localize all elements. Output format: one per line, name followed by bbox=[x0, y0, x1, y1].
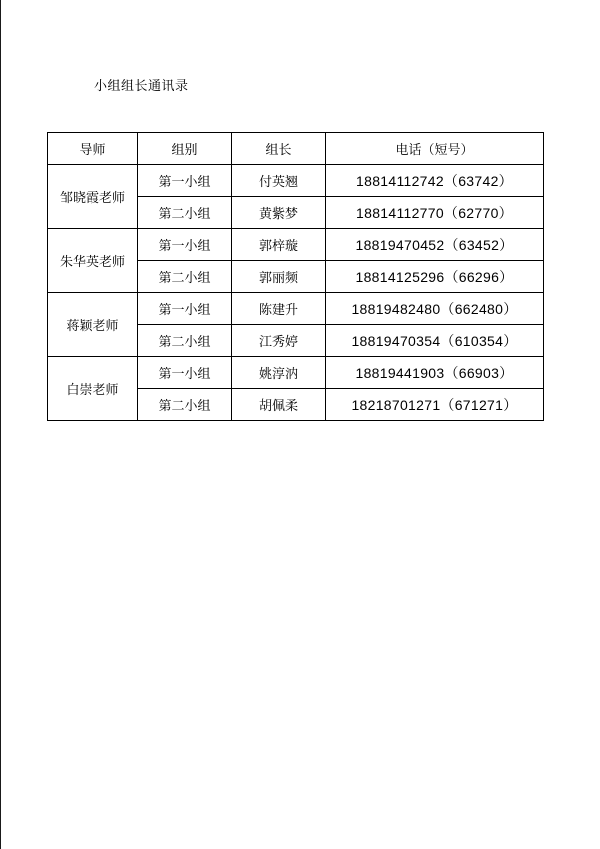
table-row bbox=[48, 357, 544, 389]
leader-cell: 郭梓璇 bbox=[232, 229, 326, 261]
mentor-cell: 白崇老师 bbox=[48, 357, 138, 421]
header-leader: 组长 bbox=[232, 133, 326, 165]
phone-cell: 18819482480（662480） bbox=[326, 293, 544, 325]
page-left-border bbox=[0, 0, 1, 849]
phone-cell: 18819470452（63452） bbox=[326, 229, 544, 261]
mentor-cell: 蒋颖老师 bbox=[48, 293, 138, 357]
group-cell: 第一小组 bbox=[138, 229, 232, 261]
group-cell: 第二小组 bbox=[138, 197, 232, 229]
leader-cell: 郭丽频 bbox=[232, 261, 326, 293]
header-phone: 电话（短号） bbox=[326, 133, 544, 165]
group-cell: 第二小组 bbox=[138, 389, 232, 421]
phone-cell: 18814125296（66296） bbox=[326, 261, 544, 293]
phone-cell: 18819441903（66903） bbox=[326, 357, 544, 389]
phone-cell: 18218701271（671271） bbox=[326, 389, 544, 421]
phone-cell: 18814112770（62770） bbox=[326, 197, 544, 229]
mentor-cell: 邹晓霞老师 bbox=[48, 165, 138, 229]
header-group: 组别 bbox=[138, 133, 232, 165]
leader-cell: 姚淳汭 bbox=[232, 357, 326, 389]
group-cell: 第一小组 bbox=[138, 357, 232, 389]
group-cell: 第一小组 bbox=[138, 293, 232, 325]
leader-cell: 陈建升 bbox=[232, 293, 326, 325]
group-cell: 第二小组 bbox=[138, 261, 232, 293]
phone-cell: 18819470354（610354） bbox=[326, 325, 544, 357]
document-title: 小组组长通讯录 bbox=[94, 79, 189, 94]
table-header-row bbox=[48, 133, 544, 165]
group-cell: 第一小组 bbox=[138, 165, 232, 197]
leader-cell: 黄紫梦 bbox=[232, 197, 326, 229]
group-cell: 第二小组 bbox=[138, 325, 232, 357]
header-mentor: 导师 bbox=[48, 133, 138, 165]
table-row bbox=[48, 229, 544, 261]
contact-table bbox=[47, 132, 544, 421]
leader-cell: 付英翘 bbox=[232, 165, 326, 197]
leader-cell: 胡佩柔 bbox=[232, 389, 326, 421]
table-row bbox=[48, 293, 544, 325]
mentor-cell: 朱华英老师 bbox=[48, 229, 138, 293]
phone-cell: 18814112742（63742） bbox=[326, 165, 544, 197]
leader-cell: 江秀婷 bbox=[232, 325, 326, 357]
table-row bbox=[48, 165, 544, 197]
